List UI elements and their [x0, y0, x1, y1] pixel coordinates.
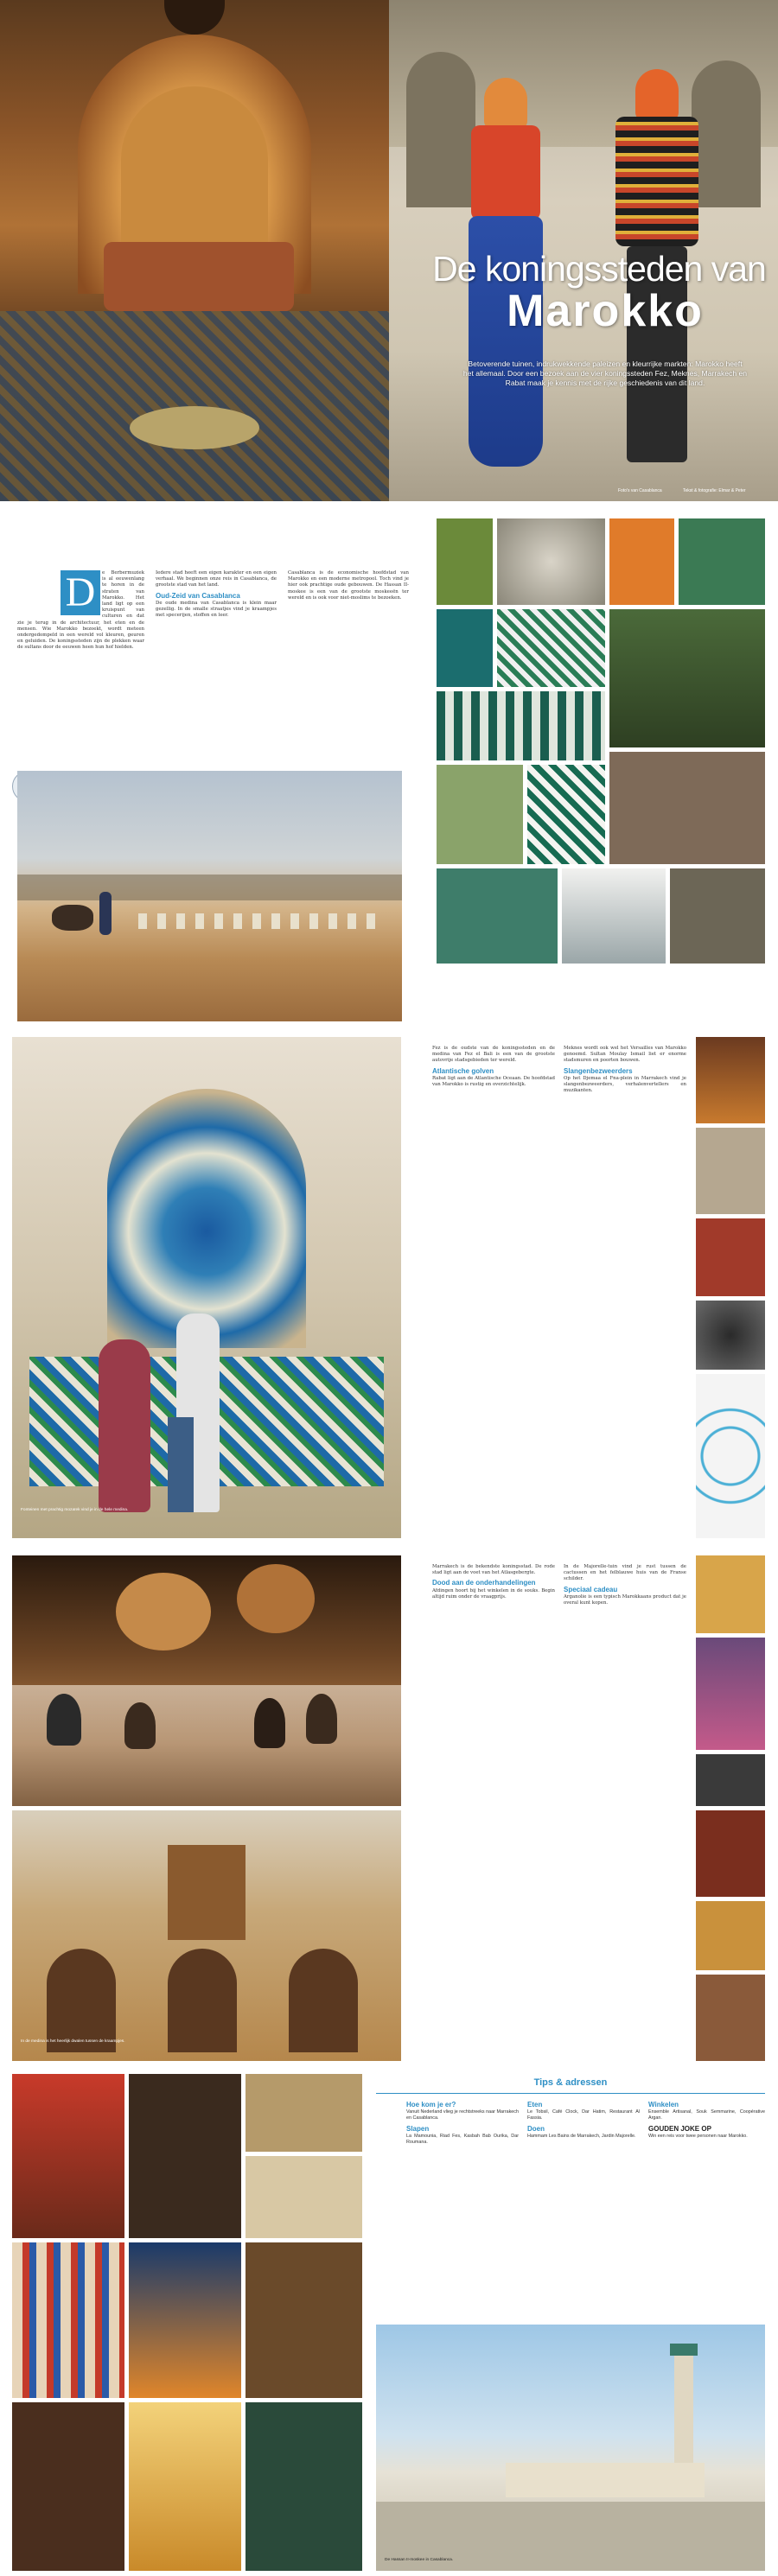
marrakech-side-photos	[696, 1555, 765, 2061]
spread-tips	[0, 2074, 778, 2576]
desert-sheep-photo	[17, 771, 402, 1021]
tips-h-eten: Eten	[527, 2101, 543, 2109]
tips-col-1	[406, 2098, 519, 2245]
tips-col-2	[527, 2098, 640, 2245]
tips-t-doen: Hammam Les Bains de Marrakech, Jardin Majorelle.	[527, 2133, 636, 2139]
marrakech-col-2	[564, 1564, 686, 2057]
tips-title: Tips & adressen	[533, 2077, 608, 2088]
marrakech-col-1-text: Marrakech is de bekendste koningsstad. De rode stad ligt aan de voet van het Atlasgebergte.	[432, 1564, 555, 1576]
riad-interior-photo	[0, 0, 389, 501]
tips-h-hoe: Hoe kom je er?	[406, 2101, 456, 2109]
heading-casablanca: Oud-Zeid van Casablanca	[156, 591, 240, 600]
marrakech-col-2-text: In de Majorelle-tuin vind je rust tussen de cactussen en het felblauwe huis van de Franse schilder.	[564, 1564, 686, 1582]
tips-h-joke: GOUDEN JOKE OP	[648, 2124, 711, 2133]
fez-col-2-text: Meknes wordt ook wel het Versailles van Marokko genoemd. Sultan Moulay Ismail liet er enorme stadsmuren en poorten bouwen.	[564, 1046, 686, 1064]
tips-divider	[376, 2093, 765, 2094]
gate-medina-photo	[12, 1810, 401, 2061]
fez-col-1b-text: Rabat ligt aan de Atlantische Oceaan. De hoofdstad van Marokko is rustig en overzichtelijk.	[432, 1075, 555, 1088]
article-col-1	[17, 570, 144, 769]
fountain-caption: Fonteinen met prachtig mozaïek vind je in de hele medina.	[21, 1508, 129, 1512]
dropcap-letter: D	[65, 569, 96, 615]
marrakech-col-2b-text: Arganolie is een typisch Marokkaans product dat je overal kunt kopen.	[564, 1593, 686, 1606]
cafe-people-photo	[12, 1555, 401, 1806]
spread-cover	[0, 0, 778, 501]
cover-title-line2: Marokko	[507, 286, 704, 336]
article-col-2b-text: De oude medina van Casablanca is klein maar gezellig. In de smalle straatjes vind je kraampjes met specerijen, stoffen en leer.	[156, 600, 277, 619]
article-col-3	[288, 570, 409, 769]
article-col-2-text: Iedere stad heeft een eigen karakter en een eigen verhaal. We beginnen onze reis in Casablanca, de grootste stad van het land.	[156, 570, 277, 588]
fez-side-photos	[696, 1037, 765, 1538]
tips-t-eten: Le Tobsil, Café Clock, Dar Hatim, Restaurant Al Fassia.	[527, 2109, 640, 2121]
mosque-caption: De Hassan II-moskee in Casablanca.	[385, 2558, 454, 2562]
fez-col-2	[564, 1046, 686, 1538]
tips-t-slapen: La Mamounia, Riad Fes, Kasbah Bab Ourika, Dar Roumana.	[406, 2133, 519, 2146]
fez-col-2b-text: Op het Djemaa el Fna-plein in Marrakech vind je slangenbezweerders, verhalenvertellers en muzikanten.	[564, 1075, 686, 1094]
medina-caption: In de medina is het heerlijk dwalen tussen de kraampjes.	[21, 2039, 125, 2044]
mosaic-grid	[437, 518, 765, 1028]
spread-marrakech	[0, 1555, 778, 2065]
spread-fez	[0, 1037, 778, 1547]
spread-casablanca	[0, 518, 778, 1028]
article-col-3-text: Casablanca is de economische hoofdstad van Marokko en een moderne metropool. Toch vind je hier ook prachtige oude gebouwen. De Hassan II-moskee is een van de grootste moskeeën ter wereld en is ook voor niet-moslims te bezoeken.	[288, 570, 409, 601]
article-col-2	[156, 570, 277, 769]
tips-h-slapen: Slapen	[406, 2124, 430, 2133]
cover-intro: Betoverende tuinen, indrukwekkende paleizen en kleurrijke markten: Marokko heeft het allemaal. Door een bezoek aan de vier koningssteden Fez, Meknes, Marrakech en Rabat maak je kennis met de rijke geschiedenis van dit land.	[462, 359, 748, 387]
fez-col-1	[432, 1046, 555, 1538]
tips-h-doen: Doen	[527, 2124, 545, 2133]
souk-collage	[12, 2074, 362, 2571]
heading-dood: Dood aan de onderhandelingen	[432, 1579, 536, 1587]
marrakech-col-1	[432, 1564, 555, 2057]
article-col-1-text: e Berbermuziek is al eeuwenlang te horen in de straten van Marokko. Het land ligt op een kruispunt van culturen en dat zie je terug in de architectuur, het eten en de mensen. Wie Marokko bezoekt, wordt meteen ondergedompeld in een wereld vol kleuren, geuren en geluiden. De koningssteden zijn de plekken waar de sultans door de eeuwen heen hun hof hielden.	[17, 570, 144, 651]
fez-col-1-text: Fez is de oudste van de koningssteden en de medina van Fez el Bali is een van de grootste autovrije stadsgebieden ter wereld.	[432, 1046, 555, 1064]
tips-col-3	[648, 2098, 765, 2245]
tips-t-winkelen: Ensemble Artisanal, Souk Semmarine, Coopérative Argan.	[648, 2109, 765, 2121]
marrakech-col-1b-text: Afdingen hoort bij het winkelen in de souks. Begin altijd ruim onder de vraagprijs.	[432, 1587, 555, 1600]
fountain-mosaic-photo	[12, 1037, 401, 1538]
heading-slangen: Slangenbezweerders	[564, 1066, 633, 1075]
mosque-beach-photo	[376, 2325, 765, 2571]
credit-left: Foto's van Casablanca	[618, 488, 662, 493]
heading-special: Speciaal cadeau	[564, 1585, 618, 1593]
tips-h-winkelen: Winkelen	[648, 2101, 679, 2109]
tips-t-hoe: Vanuit Nederland vlieg je rechtstreeks naar Marrakech en Casablanca.	[406, 2109, 519, 2121]
cover-title-line1: De koningssteden van	[432, 249, 766, 289]
credit-right: Tekst & fotografie: Elmar & Peter	[683, 488, 746, 493]
tips-t-joke: Win een reis voor twee personen naar Marokko.	[648, 2133, 748, 2139]
heading-atlantic: Atlantische golven	[432, 1066, 494, 1075]
